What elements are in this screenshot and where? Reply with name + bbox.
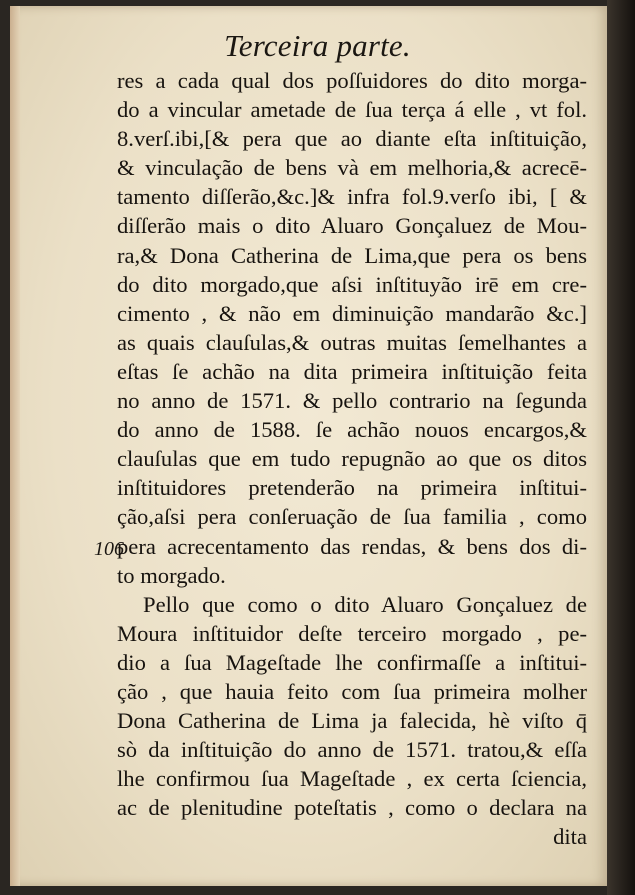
text-line: clauſulas que em tudo repugnão ao que os ditos (117, 446, 587, 472)
text-line: diſſerão mais o dito Aluaro Gonçaluez de Mou- (117, 213, 587, 239)
text-line: ac de plenitudine poteſtatis , como o declara na (117, 795, 587, 821)
text-line: dio a ſua Mageſtade lhe confirmaſſe a inſtitui- (117, 649, 587, 675)
text-line: ra,& Dona Catherina de Lima,que pera os bens (117, 242, 587, 268)
marginal-paragraph-number: 106 (94, 538, 124, 560)
text-line: as quais clauſulas,& outras muitas ſemelhantes a (117, 329, 587, 355)
text-line: eſtas ſe achão na dita primeira inſtituição feita (117, 358, 587, 384)
catchword: dita (553, 824, 587, 850)
text-line: pera acrecentamento das rendas, & bens dos di- (117, 533, 587, 559)
text-line: res a cada qual dos poſſuidores do dito morga- (117, 68, 587, 93)
text-line: Moura inſtituidor deſte terceiro morgado , pe- (117, 620, 587, 646)
text-line: 8.verſ.ibi,[& pera que ao diante eſta inſtituição, (117, 126, 587, 152)
text-line: sò da inſtituição do anno de 1571. tratou,& eſſa (117, 737, 587, 763)
text-line: do dito morgado,que aſsi inſtituyão irē em cre- (117, 271, 587, 297)
book-gutter (607, 0, 635, 895)
text-line: & vinculação de bens và em melhoria,& acrecē- (117, 155, 587, 181)
text-line: inſtituidores pretenderão na primeira inſtitui- (117, 475, 587, 501)
text-line: do anno de 1588. ſe achão nouos encargos,& (117, 417, 587, 443)
text-line: to morgado. (117, 562, 226, 588)
body-text (117, 66, 587, 852)
text-line: ção,aſsi pera conſeruação de ſua familia , como (117, 504, 587, 530)
text-line: Dona Catherina de Lima ja falecida, hè viſto q̄ (117, 708, 587, 734)
text-line: cimento , & não em diminuição mandarão &c.] (117, 300, 587, 326)
paragraph-first-line: Pello que como o dito Aluaro Gonçaluez de (143, 591, 587, 617)
running-head: Terceira parte. (224, 28, 411, 63)
text-line: ção , que hauia feito com ſua primeira molher (117, 678, 587, 704)
page-edge (10, 6, 20, 886)
text-line: no anno de 1571. & pello contrario na ſegunda (117, 388, 587, 414)
text-line: lhe confirmou ſua Mageſtade , ex certa ſciencia, (117, 766, 587, 792)
text-line: tamento diſſerão,&c.]& infra fol.9.verſo ibi, [ & (117, 184, 587, 210)
text-line: do a vincular ametade de ſua terça á elle , vt fol. (117, 97, 587, 123)
